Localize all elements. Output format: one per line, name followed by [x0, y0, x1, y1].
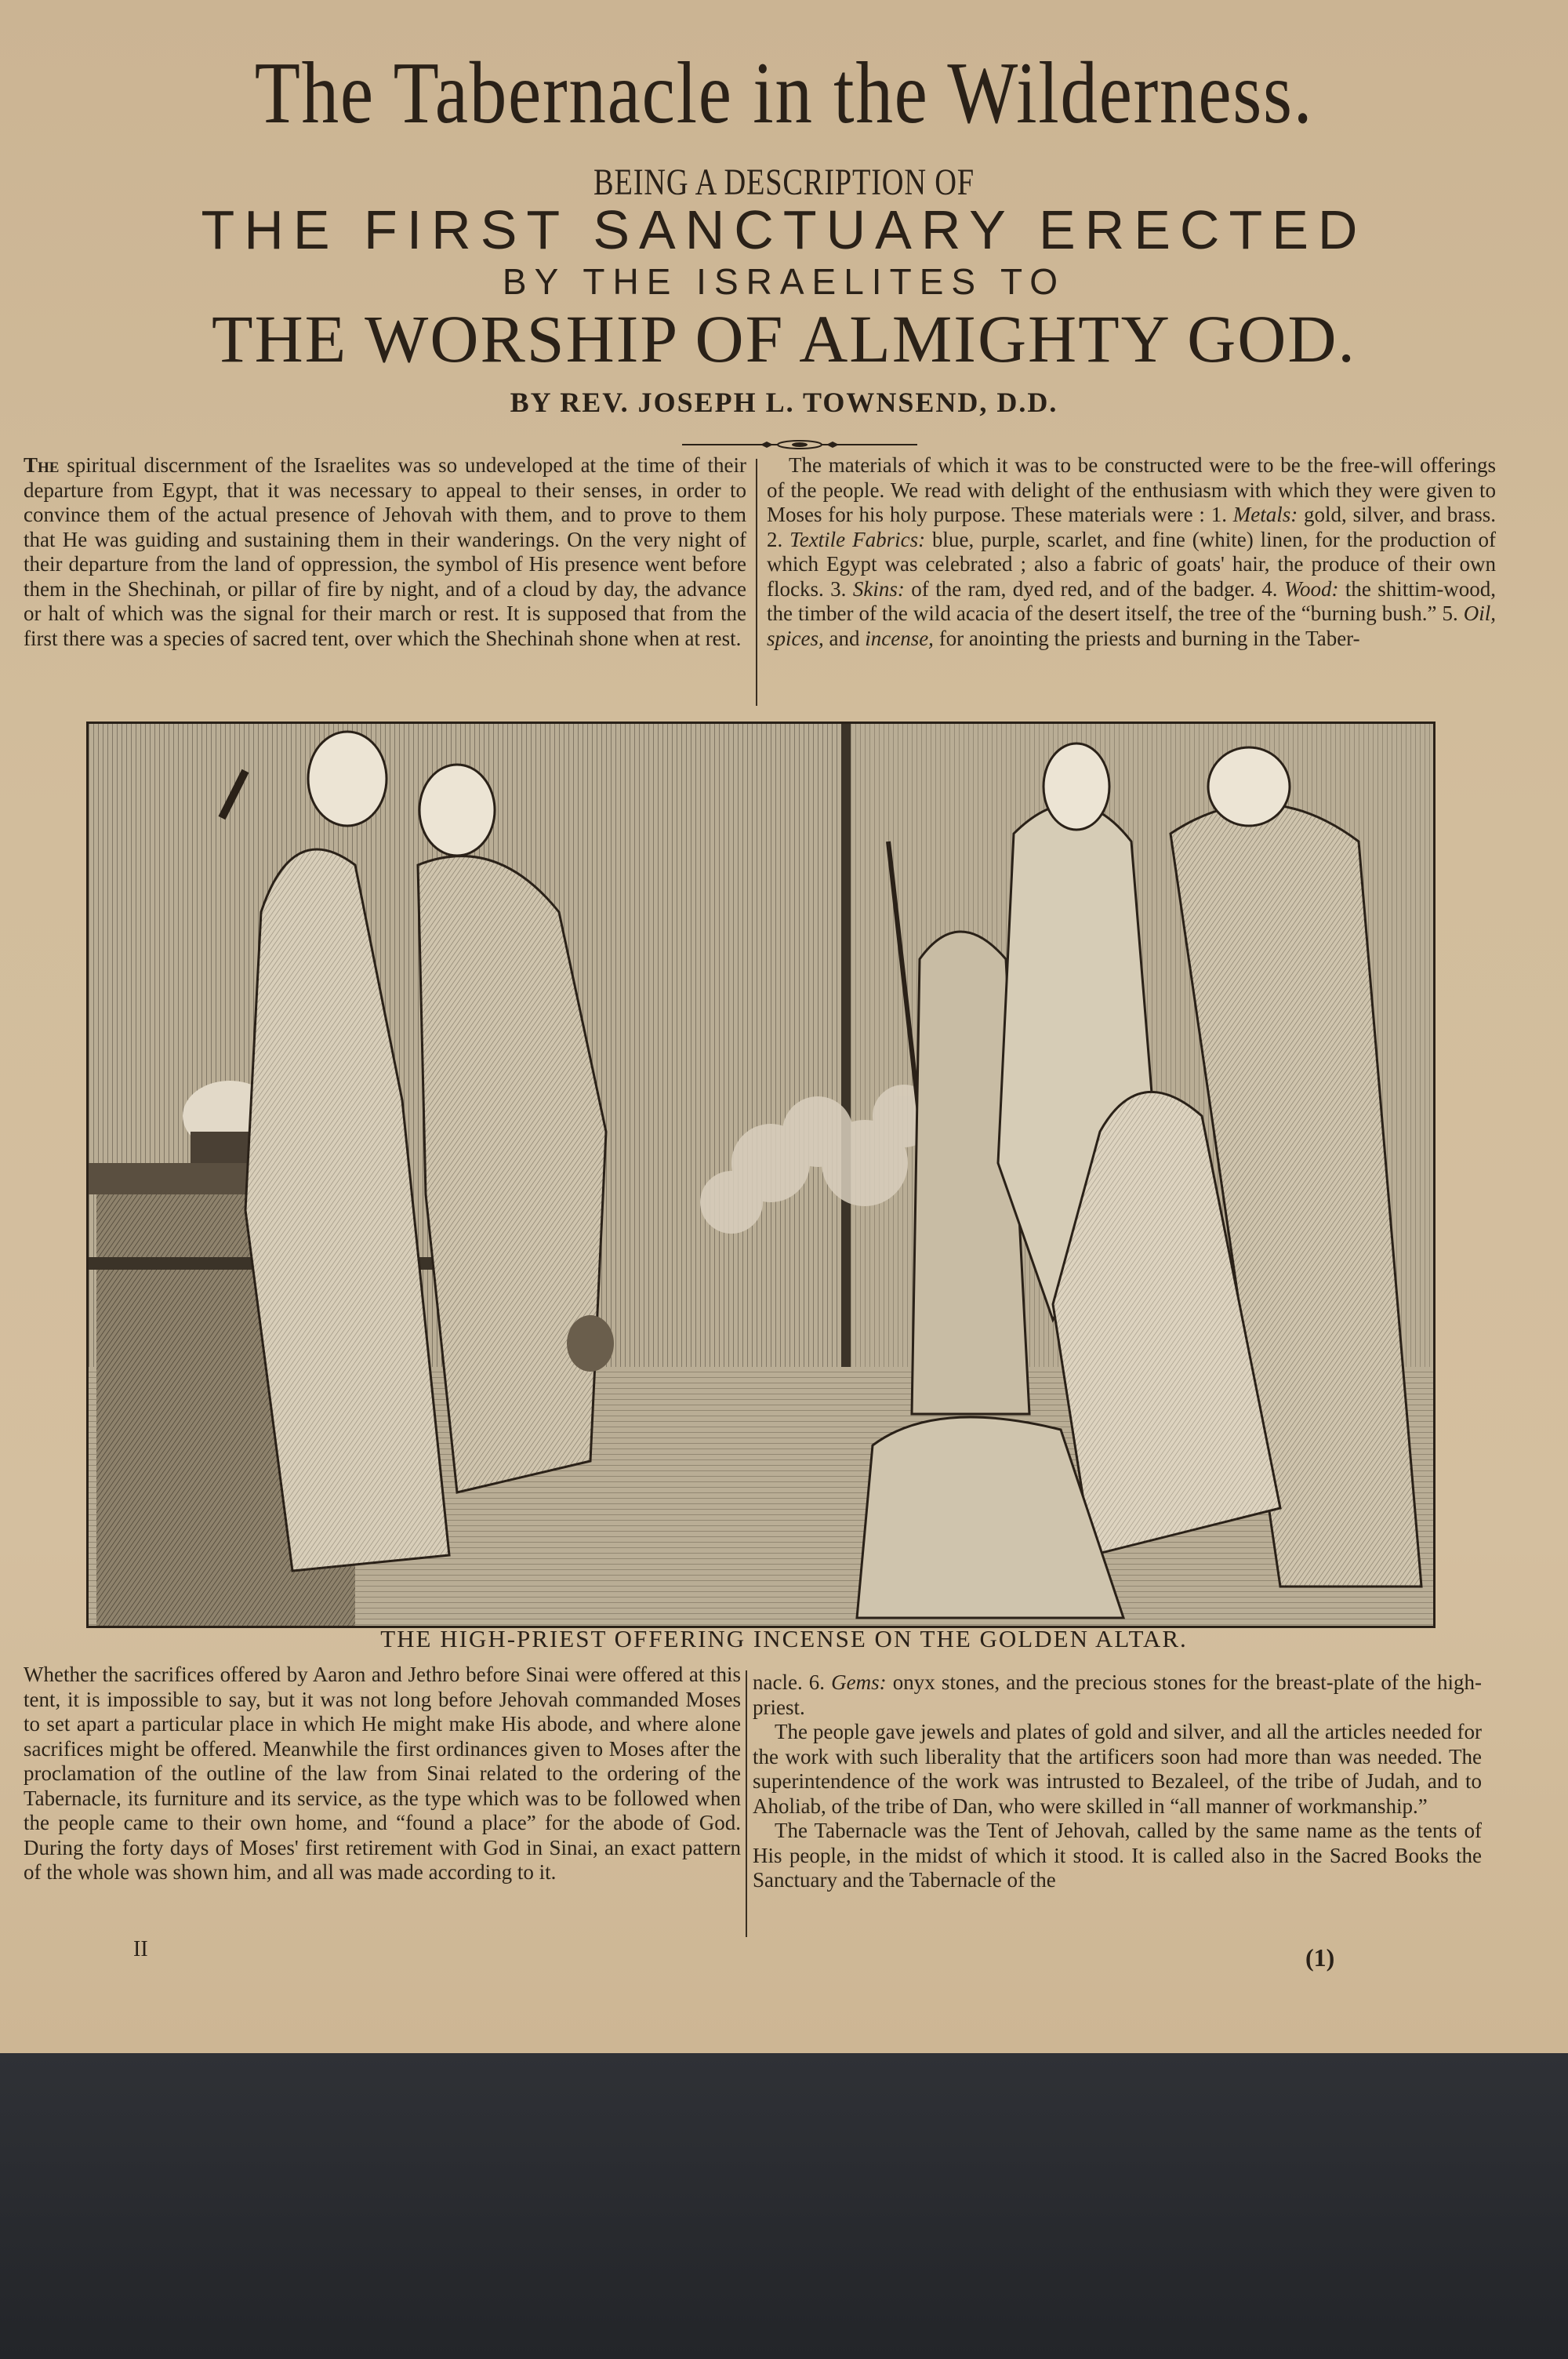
column-paragraph: The people gave jewels and plates of gold and silver, and all the articles needed for the work with such liberality that the artificers soon had more than was needed. The superintendence of the work was intrusted to Bezaleel, of the tribe of Judah, and to Aholiab, of the tribe of Dan, who were skilled in “all manner of workmanship.” [753, 1720, 1482, 1818]
list-text: the shittim-wood, the timber of the wild acacia of the desert itself, the tree of the “burning bush.” [767, 576, 1497, 625]
list-text: and [829, 626, 860, 650]
list-term: Skins: [852, 576, 905, 601]
column-text: The materials of which it was to be constructed were to be the free-will offerings of the people. We read with delight of the enthusiasm with which they were given to Moses for his holy purpose. These materials were : [767, 453, 1496, 526]
list-term: Oil, spices, [767, 602, 1497, 650]
column-text: Whether the sacrifices offered by Aaron and Jethro before Sinai were offered at this tent, it is impossible to say, but it was not long before Jehovah commanded Moses to set apart a particular place in which He might make His abode, and where alone sacrifices might be offered. Meanwhile the first ordinances given to Moses after the proclamation of the outline of the law from Sinai related to the ordering of the Tabernacle, its furniture and its service, as the type which was to be followed when the people came to their own home, and “found a place” for the abode of God. During the forty days of Moses' first retirement with God in Sinai, an exact pattern of the whole was shown him, and all was made according to it. [24, 1663, 741, 1884]
list-text: gold, silver, and brass. [1304, 503, 1497, 526]
page-title: The Tabernacle in the Wilderness. [254, 45, 1314, 142]
list-term: Wood: [1283, 576, 1339, 601]
subtitle-line-2: THE FIRST SANCTUARY ERECTED [201, 199, 1367, 260]
subtitle-line-1: BEING A DESCRIPTION OF [593, 162, 975, 203]
list-number: 3. [830, 576, 847, 601]
background-surface [0, 2053, 1568, 2359]
list-text: for anointing the priests and burning in the Taber- [938, 626, 1360, 650]
list-term: Metals: [1232, 503, 1298, 526]
figure-caption: THE HIGH-PRIEST OFFERING INCENSE ON THE GOLDEN ALTAR. [380, 1625, 1188, 1652]
body-column-bottom-left [24, 1663, 741, 1885]
subtitle-line-3: BY THE ISRAELITES TO [502, 261, 1066, 302]
body-column-bottom-right [753, 1670, 1482, 1893]
column-paragraph: The Tabernacle was the Tent of Jehovah, called by the same name as the tents of His people, in the midst of which it stood. It is called also in the Sacred Books the Sanctuary and the Tabernacle of the [753, 1819, 1482, 1892]
list-number: 2. [767, 527, 783, 551]
body-column-top-left [24, 453, 746, 651]
list-term: Textile Fabrics: [789, 527, 926, 551]
ornamental-rule [682, 439, 917, 450]
column-divider [746, 1670, 747, 1937]
list-text: blue, purple, scarlet, and fine (white) linen, for the production of which Egypt was celebrated ; also a fabric of goats' hair, the produce of their own flocks. [767, 527, 1496, 601]
column-divider [756, 459, 757, 706]
signature-mark: II [133, 1937, 148, 1961]
drop-lead-word: The [24, 453, 60, 477]
engraving-illustration [86, 722, 1436, 1628]
column-text: onyx stones, and the precious stones for the breast-plate of the high-priest. [753, 1670, 1482, 1719]
list-number: 1. [1210, 503, 1227, 526]
list-number: 5. [1442, 602, 1458, 625]
author-byline: BY REV. JOSEPH L. TOWNSEND, D.D. [510, 387, 1058, 418]
column-text: nacle. 6. [753, 1670, 826, 1694]
subtitle-line-4: THE WORSHIP OF ALMIGHTY GOD. [212, 301, 1356, 376]
column-text: spiritual discernment of the Israelites was so undeveloped at the time of their departure from Egypt, that it was necessary to appeal to their senses, in order to convince them of the actual presence of Jehovah with them, and to prove to them that He was guiding and sustaining them in their wanderings. On the very night of their departure from the land of oppression, the symbol of His presence went before them in the Shechinah, or pillar of fire by night, and of a cloud by day, the advance or halt of which was the signal for their march or rest. It is supposed that from the first there was a species of sacred tent, over which the Shechinah shone when at rest. [24, 453, 746, 650]
body-column-top-right [767, 453, 1496, 651]
list-text: of the ram, dyed red, and of the badger. [911, 576, 1255, 601]
page-number: (1) [1305, 1943, 1335, 1972]
list-term: Gems: [831, 1670, 887, 1694]
list-number: 4. [1261, 576, 1278, 601]
list-term: incense, [865, 626, 934, 650]
